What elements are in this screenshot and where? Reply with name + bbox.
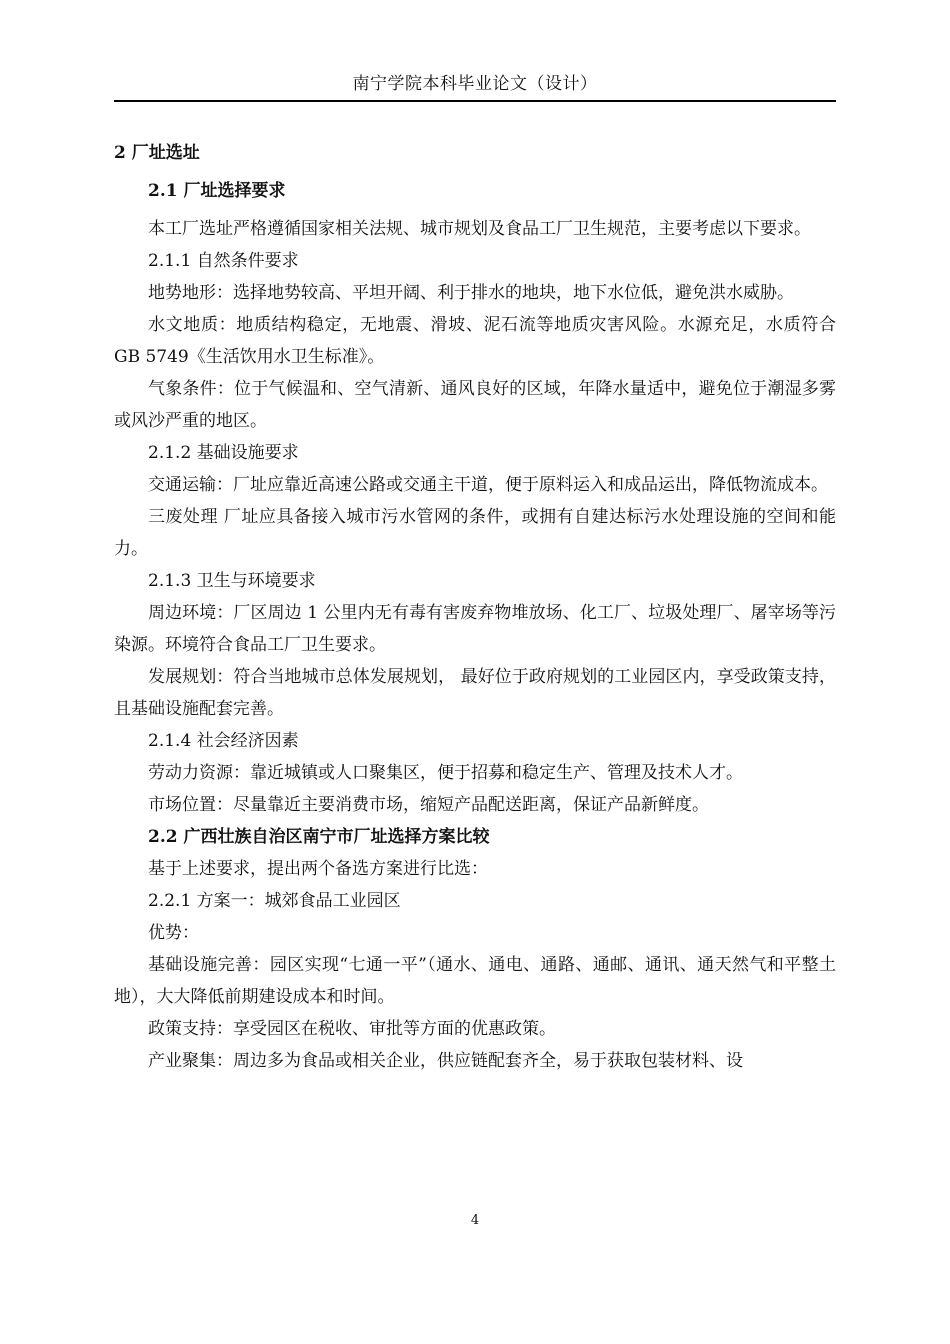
paragraph-waste: 三废处理 厂址应具备接入城市污水管网的条件，或拥有自建达标污水处理设施的空间和能力。: [114, 507, 836, 559]
page-number: 4: [470, 1213, 480, 1228]
paragraph-market: 市场位置：尽量靠近主要消费市场，缩短产品配送距离，保证产品新鲜度。: [148, 795, 709, 815]
paragraph-policy: 政策支持：享受园区在税收、审批等方面的优惠政策。: [148, 1019, 556, 1039]
paragraph-hydro: 水文地质：地质结构稳定，无地震、滑坡、泥石流等地质灾害风险。水源充足，水质符合 GB 5749《生活饮用水卫生标准》。: [114, 315, 836, 367]
page-body: [114, 137, 836, 1077]
subheading-2-2-1: 2.2.1 方案一：城郊食品工业园区: [148, 891, 401, 911]
paragraph-intro: 本工厂选址严格遵循国家相关法规、城市规划及食品工厂卫生规范，主要考虑以下要求。: [148, 219, 811, 239]
subheading-2-1-4: 2.1.4 社会经济因素: [148, 731, 299, 751]
subheading-2-1-3: 2.1.3 卫生与环境要求: [148, 571, 316, 591]
paragraph-s22-intro: 基于上述要求，提出两个备选方案进行比选：: [148, 859, 488, 879]
paragraph-labor: 劳动力资源：靠近城镇或人口聚集区，便于招募和稳定生产、管理及技术人才。: [148, 763, 743, 783]
subsection-title-2-1: 2.1 厂址选择要求: [148, 181, 286, 201]
paragraph-transport: 交通运输：厂址应靠近高速公路或交通主干道，便于原料运入和成品运出，降低物流成本。: [148, 475, 828, 495]
header-rule: [114, 100, 836, 102]
paragraph-surrounding: 周边环境：厂区周边 1 公里内无有毒有害废弃物堆放场、化工厂、垃圾处理厂、屠宰场等污染源。环境符合食品工厂卫生要求。: [114, 603, 836, 655]
subsection-title-2-2: 2.2 广西壮族自治区南宁市厂址选择方案比较: [148, 827, 490, 847]
section-title: 2 厂址选址: [114, 143, 200, 163]
paragraph-infrastructure: 基础设施完善：园区实现“七通一平”（通水、通电、通路、通邮、通讯、通天然气和平整土地），大大降低前期建设成本和时间。: [114, 955, 836, 1007]
subheading-2-1-1: 2.1.1 自然条件要求: [148, 251, 299, 271]
running-header: 南宁学院本科毕业论文（设计）: [352, 74, 598, 94]
paragraph-advantages: 优势：: [148, 923, 199, 943]
paragraph-cluster: 产业聚集：周边多为食品或相关企业，供应链配套齐全，易于获取包装材料、设: [148, 1051, 743, 1071]
subheading-2-1-2: 2.1.2 基础设施要求: [148, 443, 299, 463]
paragraph-planning: 发展规划：符合当地城市总体发展规划， 最好位于政府规划的工业园区内，享受政策支持，且基础设施配套完善。: [114, 667, 836, 719]
paragraph-weather: 气象条件：位于气候温和、空气清新、通风良好的区域，年降水量适中，避免位于潮湿多雾或风沙严重的地区。: [114, 379, 836, 431]
paragraph-terrain: 地势地形：选择地势较高、平坦开阔、利于排水的地块，地下水位低，避免洪水威胁。: [148, 283, 794, 303]
